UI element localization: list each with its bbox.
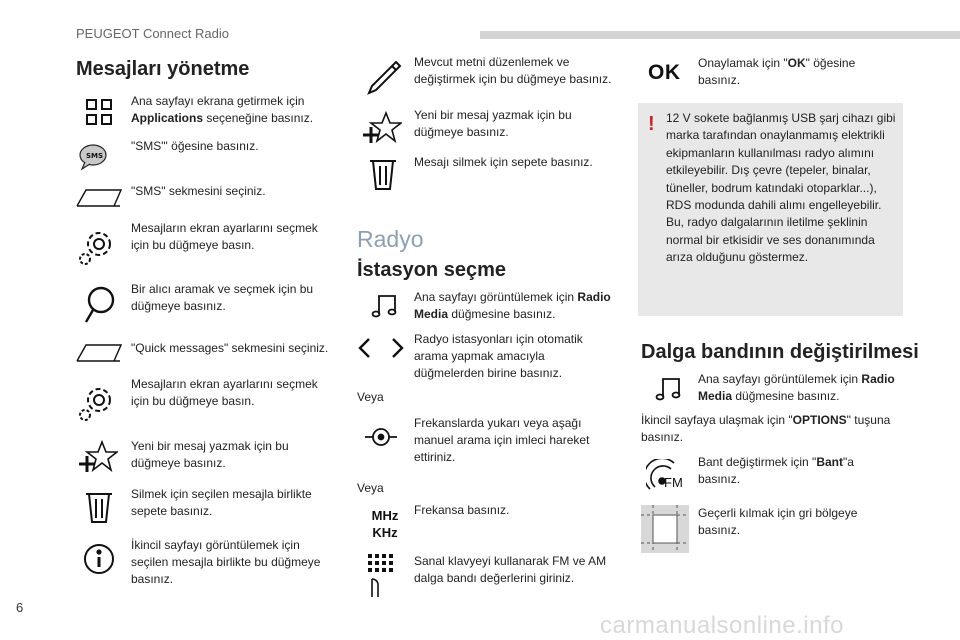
page-number: 6 — [16, 600, 24, 615]
instruction-edit-text: Mevcut metni düzenlemek ve değiştirmek için bu düğmeye basınız. — [414, 55, 612, 86]
mhz-khz-icon: MHz KHz — [371, 508, 399, 540]
instruction-radio-media: Ana sayfayı görüntülemek için Radio Media düğmesine basınız. — [414, 290, 611, 321]
fm-radio-icon: FM — [646, 459, 686, 493]
instruction-radio-media-2: Ana sayfayı görüntülemek için Radio Media düğmesine basınız. — [698, 372, 895, 403]
veya-label-1: Veya — [357, 390, 384, 404]
warning-icon: ! — [648, 113, 655, 135]
section-title-messages: Mesajları yönetme — [76, 58, 250, 80]
instruction-display-settings-1: Mesajların ekran ayarlarını seçmek için bu düğmeye basın. — [131, 221, 318, 252]
instruction-delete-message: Mesajı silmek için sepete basınız. — [414, 155, 593, 169]
instruction-manual-search: Frekanslarda yukarı veya aşağı manuel arama için imleci hareket ettiriniz. — [414, 416, 590, 464]
music-note-icon — [655, 376, 681, 402]
instruction-press-frequency: Frekansa basınız. — [414, 503, 510, 517]
instruction-ok: Onaylamak için "OK" öğesine basınız. — [698, 56, 856, 87]
ok-icon: OK — [648, 61, 681, 84]
veya-label-2: Veya — [357, 481, 384, 495]
tuner-icon — [364, 424, 398, 450]
section-subtitle-station: İstasyon seçme — [357, 259, 506, 281]
instruction-keypad-entry: Sanal klavyeyi kullanarak FM ve AM dalga bandı değerlerini giriniz. — [414, 554, 607, 585]
warning-text: 12 V sokete bağlanmış USB şarj cihazı gibi marka tarafından onaylanmamış elektrikli ekipmanların kullanılması radyo alımını etkileyebilir. Dış çevre (tepeler, binalar, tüneller, bodrum katındaki otoparklar...), RDS modunda dahili alımı engelleyebilir. Bu, radyo dalgalarının iletilme şeklinin normal bir etkisidir ve ses donanımında arıza olduğunu göstermez. — [666, 111, 896, 265]
trash-icon — [369, 157, 397, 191]
keypad-icon — [366, 553, 396, 599]
instruction-sms-tab: "SMS" sekmesini seçiniz. — [131, 184, 266, 198]
page-header — [0, 0, 960, 44]
trash-icon — [85, 490, 113, 524]
watermark: carmanualsonline.info — [600, 612, 844, 639]
instruction-search-recipient: Bir alıcı aramak ve seçmek için bu düğmeye basınız. — [131, 282, 314, 313]
info-icon — [83, 543, 115, 575]
instruction-applications: Ana sayfayı ekrana getirmek için Applications seçeneğine basınız. — [131, 94, 314, 125]
instruction-band: Bant değiştirmek için "Bant"a basınız. — [698, 455, 854, 486]
chevrons-icon — [357, 337, 405, 359]
instruction-new-message-2: Yeni bir mesaj yazmak için bu düğmeye basınız. — [414, 108, 572, 139]
header-bar — [480, 31, 960, 39]
grey-zone-icon — [641, 505, 689, 553]
instruction-auto-search: Radyo istasyonları için otomatik arama yapmak amacıyla düğmelerden birine basınız. — [414, 332, 583, 380]
instruction-new-message-1: Yeni bir mesaj yazmak için bu düğmeye basınız. — [131, 439, 289, 470]
svg-text:SMS: SMS — [86, 152, 104, 160]
search-icon — [83, 286, 117, 326]
instruction-sms: "SMS"' öğesine basınız. — [131, 139, 259, 153]
tab-icon — [76, 343, 122, 363]
instruction-grey-zone: Geçerli kılmak için gri bölgeye basınız. — [698, 506, 858, 537]
options-paragraph: İkincil sayfaya ulaşmak için "OPTIONS" tuşuna basınız. — [641, 413, 891, 444]
section-title-band: Dalga bandının değiştirilmesi — [641, 341, 919, 363]
header-title: PEUGEOT Connect Radio — [76, 26, 229, 41]
grid-apps-icon — [86, 99, 112, 125]
section-title-radio: Radyo — [357, 226, 424, 252]
tab-icon — [76, 188, 122, 208]
warning-box — [638, 103, 903, 316]
star-plus-icon — [78, 440, 118, 474]
gear-icon — [78, 383, 114, 423]
instruction-delete-selected: Silmek için seçilen mesajla birlikte sepete basınız. — [131, 487, 312, 518]
gear-icon — [78, 227, 114, 267]
instruction-display-settings-2: Mesajların ekran ayarlarını seçmek için bu düğmeye basın. — [131, 377, 318, 408]
instruction-quick-messages: "Quick messages" sekmesini seçiniz. — [131, 341, 329, 355]
star-plus-icon — [362, 111, 402, 145]
sms-icon — [79, 143, 109, 171]
music-note-icon — [371, 293, 397, 319]
instruction-secondary-page: İkincil sayfayı görüntülemek için seçilen mesajla birlikte bu düğmeye basınız. — [131, 538, 321, 586]
pencil-icon — [366, 60, 402, 96]
